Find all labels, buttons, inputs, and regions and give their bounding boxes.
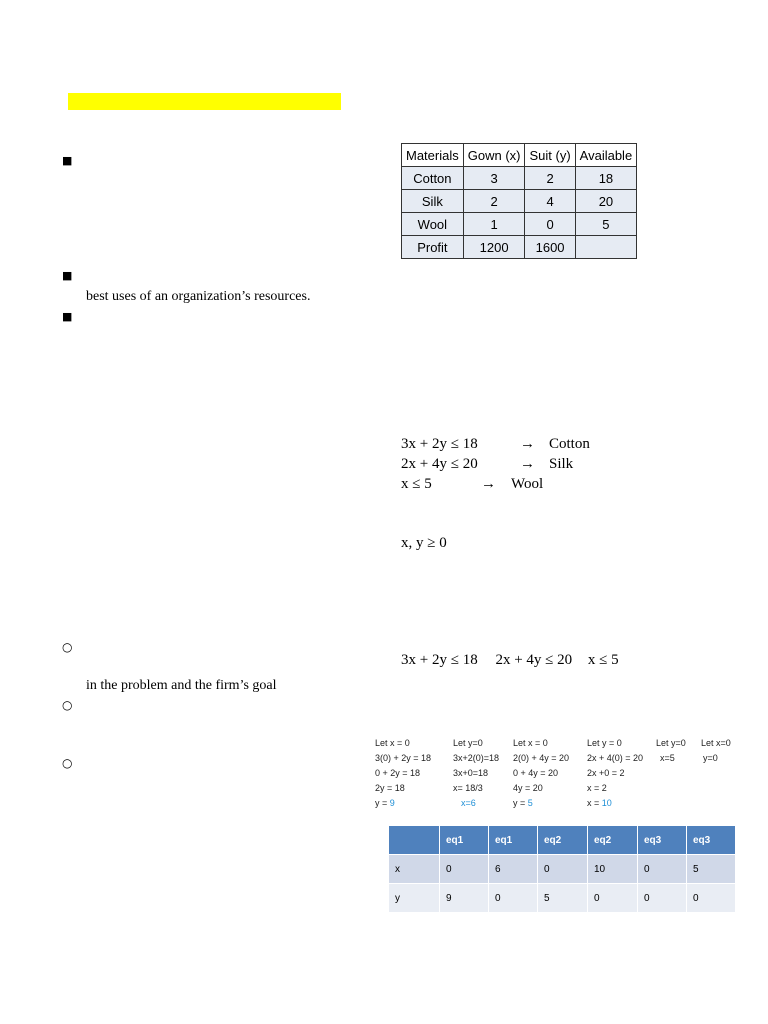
calc-line: 2x + 4(0) = 20 (587, 753, 644, 763)
calc-line: 2y = 18 (375, 783, 405, 793)
calc-result-value: 9 (389, 798, 395, 808)
calc-line: x= 18/3 (453, 783, 483, 793)
table-cell: 4 (525, 190, 575, 213)
calc-line: Let x = 0 (513, 738, 548, 748)
table-cell: 0 (588, 884, 638, 913)
table-cell: 3 (463, 167, 525, 190)
calc-line: 0 + 4y = 20 (513, 768, 559, 778)
table-header-cell: eq1 (440, 826, 489, 855)
calc-result-label: y = (375, 798, 390, 808)
table-cell: Profit (402, 236, 464, 259)
table-header-cell (389, 826, 440, 855)
constraint-expr: 3x + 2y ≤ 18 (401, 436, 478, 452)
table-header-cell: eq2 (538, 826, 588, 855)
square-bullet-1: ■ (62, 154, 73, 167)
constraint-expr: 2x + 4y ≤ 20 (401, 456, 478, 472)
table-row (389, 884, 735, 913)
table-cell: 9 (440, 884, 489, 913)
inline-constraint: 3x + 2y ≤ 18 (401, 652, 478, 668)
table-cell: 1 (463, 213, 525, 236)
table-header-cell: eq2 (588, 826, 638, 855)
calc-result-value: 10 (601, 798, 612, 808)
calc-line: Let y = 0 (587, 738, 622, 748)
constraint-wool (401, 474, 544, 494)
calc-line: 3x+0=18 (453, 768, 489, 778)
calc-result (587, 796, 643, 811)
table-cell: 0 (638, 884, 687, 913)
calc-result (453, 796, 499, 811)
calc-result-label: y = (513, 798, 528, 808)
calc-line: 0 + 2y = 18 (375, 768, 421, 778)
table-cell: y (389, 884, 440, 913)
calc-result-value: x=6 (461, 798, 476, 808)
table-header-cell: Suit (y) (525, 144, 575, 167)
constraint-label: Silk (549, 456, 574, 472)
inline-constraint: 2x + 4y ≤ 20 (495, 652, 573, 668)
calc-line: 3x+2(0)=18 (453, 753, 500, 763)
circle-bullet-3: ○ (62, 756, 73, 770)
highlighted-title-bar (68, 93, 341, 110)
calc-line: y=0 (703, 753, 718, 763)
calc-line: Let x=0 (701, 738, 731, 748)
calc-line: Let y=0 (656, 738, 686, 748)
circle-bullet-1: ○ (62, 640, 73, 654)
table-cell: 5 (575, 213, 637, 236)
table-row (402, 236, 637, 259)
table-cell: Wool (402, 213, 464, 236)
table-cell: 2 (525, 167, 575, 190)
table-header-cell: Materials (402, 144, 464, 167)
table-header-cell: Available (575, 144, 637, 167)
table-cell: 6 (489, 855, 538, 884)
table-cell: x (389, 855, 440, 884)
calc-result-label: x = (587, 798, 602, 808)
body-text-resources: best uses of an organization’s resources. (86, 289, 311, 304)
square-bullet-2: ■ (62, 269, 73, 282)
calc-line: x=5 (660, 753, 675, 763)
table-header-row (402, 144, 637, 167)
inline-constraint: x ≤ 5 (587, 652, 619, 668)
table-cell: 1600 (525, 236, 575, 259)
intercepts-table (389, 826, 735, 913)
calc-line: 2(0) + 4y = 20 (513, 753, 570, 763)
table-cell: 2 (463, 190, 525, 213)
arrow-icon: → (481, 476, 496, 492)
table-cell: 0 (440, 855, 489, 884)
square-bullet-3: ■ (62, 310, 73, 323)
arrow-icon: → (520, 436, 535, 452)
table-header-cell: eq3 (687, 826, 736, 855)
table-cell: 5 (538, 884, 588, 913)
circle-bullet-2: ○ (62, 698, 73, 712)
calc-line: Let y=0 (453, 738, 483, 748)
constraint-expr: x ≤ 5 (401, 476, 432, 492)
table-header-cell: eq3 (638, 826, 687, 855)
constraint-label: Cotton (549, 436, 590, 452)
calc-block-eq1-x0 (375, 736, 431, 811)
arrow-icon: → (520, 456, 535, 472)
table-cell: 0 (687, 884, 736, 913)
calc-line: x = 2 (587, 783, 607, 793)
calc-block-eq3-y0 (656, 736, 686, 766)
table-row (402, 190, 637, 213)
body-text-goal: in the problem and the firm’s goal (86, 678, 277, 693)
table-cell: 1200 (463, 236, 525, 259)
table-cell: 0 (538, 855, 588, 884)
calc-line: 4y = 20 (513, 783, 543, 793)
calc-line: 3(0) + 2y = 18 (375, 753, 432, 763)
table-cell: 5 (687, 855, 736, 884)
constraint-cotton (401, 434, 590, 454)
calc-line: 2x +0 = 2 (587, 768, 625, 778)
table-header-row (389, 826, 735, 855)
table-row (402, 213, 637, 236)
table-cell: 20 (575, 190, 637, 213)
calc-block-eq1-y0 (453, 736, 499, 811)
table-cell: 0 (489, 884, 538, 913)
calc-result (513, 796, 569, 811)
inline-constraints (401, 650, 619, 670)
table-cell: 18 (575, 167, 637, 190)
materials-table (401, 143, 637, 259)
calc-line: Let x = 0 (375, 738, 410, 748)
table-row (389, 855, 735, 884)
table-cell: 0 (638, 855, 687, 884)
calc-result (375, 796, 431, 811)
table-cell: 0 (525, 213, 575, 236)
constraint-label: Wool (511, 476, 544, 492)
table-cell: Cotton (402, 167, 464, 190)
table-row (402, 167, 637, 190)
table-cell: Silk (402, 190, 464, 213)
table-header-cell: Gown (x) (463, 144, 525, 167)
calc-result-value: 5 (527, 798, 533, 808)
constraint-silk (401, 454, 574, 474)
table-header-cell: eq1 (489, 826, 538, 855)
calc-block-eq2-x0 (513, 736, 569, 811)
nonnegativity-constraint: x, y ≥ 0 (401, 535, 447, 551)
calc-block-eq3-x0 (701, 736, 731, 766)
table-cell (575, 236, 637, 259)
calc-block-eq2-y0 (587, 736, 643, 811)
table-cell: 10 (588, 855, 638, 884)
